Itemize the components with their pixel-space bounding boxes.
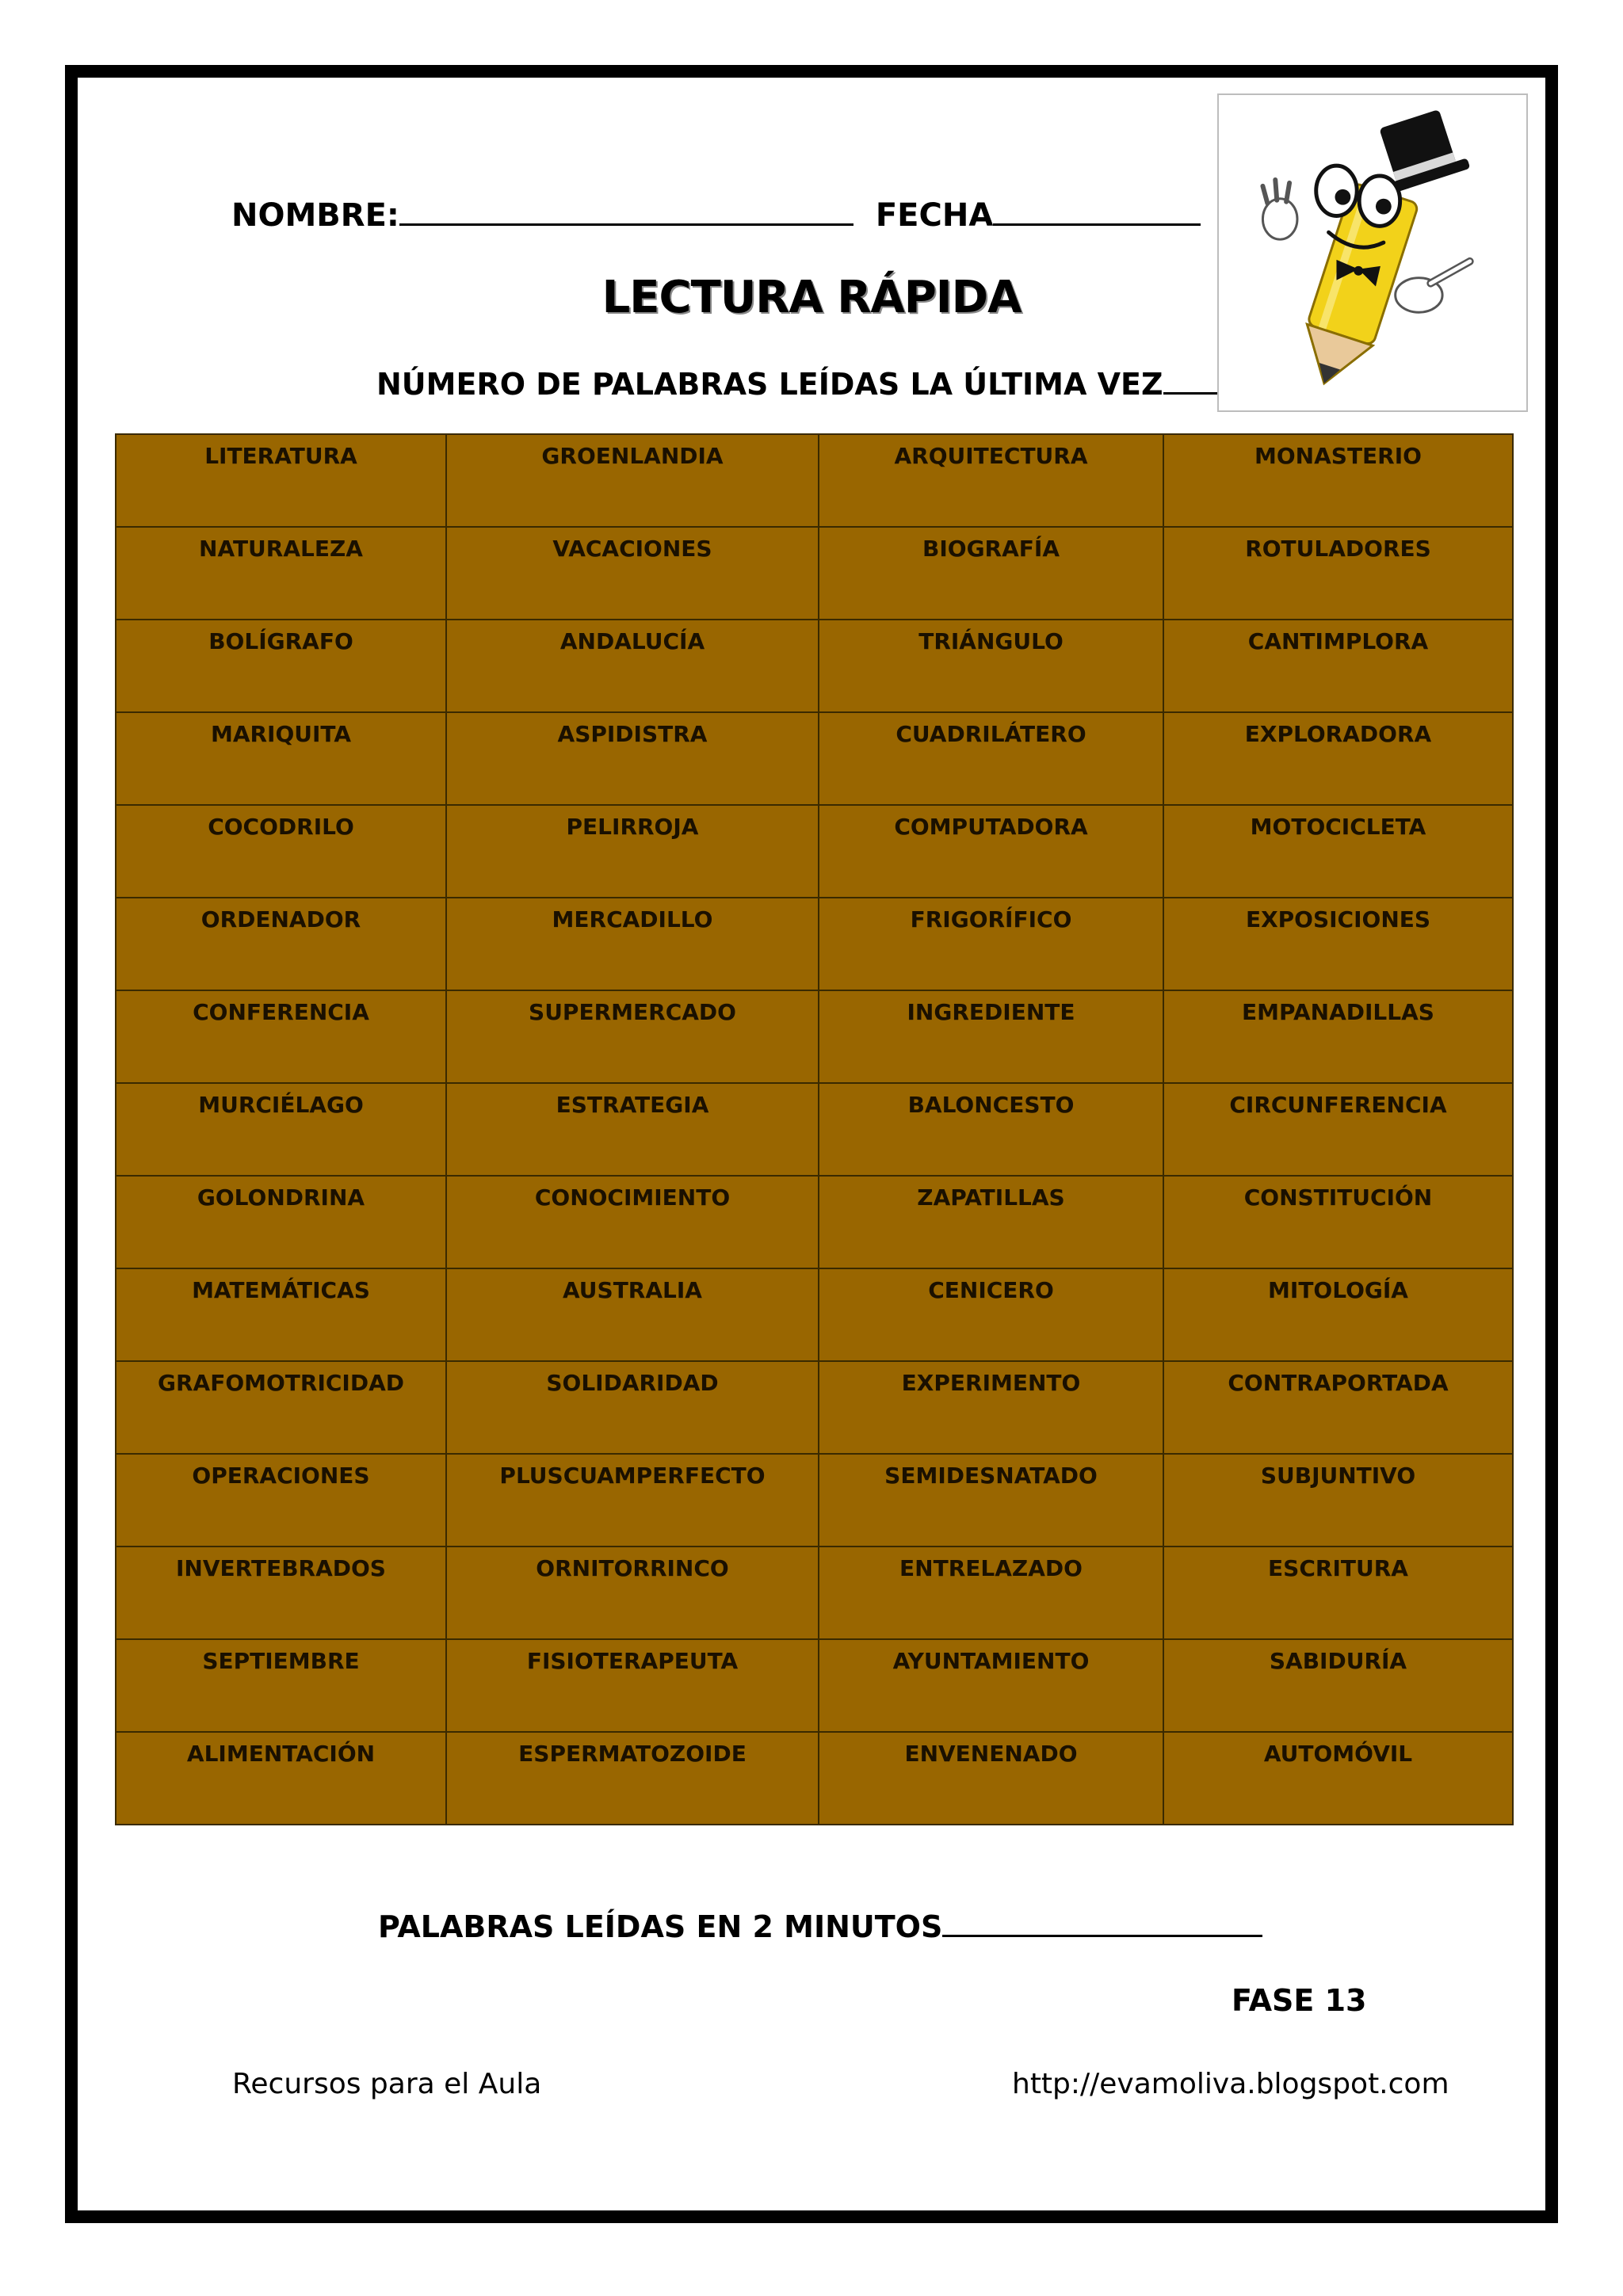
read-count-label: PALABRAS LEÍDAS EN 2 MINUTOS	[378, 1909, 943, 1944]
word-cell: CONSTITUCIÓN	[1163, 1176, 1513, 1268]
fecha-blank[interactable]	[993, 219, 1201, 226]
word-cell: ENTRELAZADO	[819, 1547, 1163, 1639]
table-row	[116, 805, 1513, 898]
word-cell: GOLONDRINA	[116, 1176, 446, 1268]
word-cell: ALIMENTACIÓN	[116, 1732, 446, 1825]
word-cell: NATURALEZA	[116, 527, 446, 620]
word-cell: CANTIMPLORA	[1163, 620, 1513, 712]
word-cell: ESCRITURA	[1163, 1547, 1513, 1639]
read-count-blank[interactable]	[942, 1930, 1262, 1937]
word-cell: VACACIONES	[446, 527, 819, 620]
word-cell: COMPUTADORA	[819, 805, 1163, 898]
word-cell: ZAPATILLAS	[819, 1176, 1163, 1268]
word-cell: INVERTEBRADOS	[116, 1547, 446, 1639]
word-cell: CIRCUNFERENCIA	[1163, 1083, 1513, 1176]
word-cell: CUADRILÁTERO	[819, 712, 1163, 805]
word-cell: ARQUITECTURA	[819, 434, 1163, 527]
word-cell: INGREDIENTE	[819, 990, 1163, 1083]
table-row	[116, 1547, 1513, 1639]
word-cell: ANDALUCÍA	[446, 620, 819, 712]
word-cell: ESPERMATOZOIDE	[446, 1732, 819, 1825]
word-cell: FRIGORÍFICO	[819, 898, 1163, 990]
word-cell: TRIÁNGULO	[819, 620, 1163, 712]
word-cell: EXPERIMENTO	[819, 1361, 1163, 1454]
table-row	[116, 434, 1513, 527]
word-cell: SUPERMERCADO	[446, 990, 819, 1083]
word-cell: CONFERENCIA	[116, 990, 446, 1083]
word-cell: OPERACIONES	[116, 1454, 446, 1547]
read-count-field	[378, 1909, 1262, 1944]
word-cell: PELIRROJA	[446, 805, 819, 898]
word-cell: COCODRILO	[116, 805, 446, 898]
word-cell: LITERATURA	[116, 434, 446, 527]
page-title: LECTURA RÁPIDA	[601, 272, 1022, 323]
table-row	[116, 1176, 1513, 1268]
word-cell: MARIQUITA	[116, 712, 446, 805]
word-cell: SUBJUNTIVO	[1163, 1454, 1513, 1547]
word-cell: FISIOTERAPEUTA	[446, 1639, 819, 1732]
word-cell: MITOLOGÍA	[1163, 1268, 1513, 1361]
word-cell: SEMIDESNATADO	[819, 1454, 1163, 1547]
word-cell: ORDENADOR	[116, 898, 446, 990]
nombre-label: NOMBRE:	[231, 197, 399, 234]
phase-label: FASE 13	[1232, 1983, 1367, 2018]
table-row	[116, 527, 1513, 620]
footer-left: Recursos para el Aula	[232, 2068, 542, 2100]
word-cell: BIOGRAFÍA	[819, 527, 1163, 620]
word-cell: BALONCESTO	[819, 1083, 1163, 1176]
word-cell: AUTOMÓVIL	[1163, 1732, 1513, 1825]
nombre-field	[231, 197, 1201, 234]
table-row	[116, 620, 1513, 712]
word-cell: MONASTERIO	[1163, 434, 1513, 527]
word-cell: GROENLANDIA	[446, 434, 819, 527]
word-cell: CONTRAPORTADA	[1163, 1361, 1513, 1454]
word-cell: BOLÍGRAFO	[116, 620, 446, 712]
word-table	[115, 433, 1514, 1825]
word-cell: EXPLORADORA	[1163, 712, 1513, 805]
fecha-label: FECHA	[875, 197, 994, 234]
word-cell: EMPANADILLAS	[1163, 990, 1513, 1083]
word-cell: ENVENENADO	[819, 1732, 1163, 1825]
word-cell: CENICERO	[819, 1268, 1163, 1361]
word-cell: ASPIDISTRA	[446, 712, 819, 805]
word-cell: MOTOCICLETA	[1163, 805, 1513, 898]
word-cell: EXPOSICIONES	[1163, 898, 1513, 990]
last-time-label: NÚMERO DE PALABRAS LEÍDAS LA ÚLTIMA VEZ	[376, 367, 1163, 402]
word-cell: AUSTRALIA	[446, 1268, 819, 1361]
table-row	[116, 1268, 1513, 1361]
word-cell: MATEMÁTICAS	[116, 1268, 446, 1361]
word-cell: SOLIDARIDAD	[446, 1361, 819, 1454]
mascot-logo	[1217, 93, 1528, 412]
table-row	[116, 1083, 1513, 1176]
word-cell: MERCADILLO	[446, 898, 819, 990]
word-cell: PLUSCUAMPERFECTO	[446, 1454, 819, 1547]
pencil-mascot-icon	[1219, 95, 1526, 410]
table-row	[116, 1454, 1513, 1547]
word-cell: SEPTIEMBRE	[116, 1639, 446, 1732]
word-cell: AYUNTAMIENTO	[819, 1639, 1163, 1732]
table-row	[116, 898, 1513, 990]
word-cell: ROTULADORES	[1163, 527, 1513, 620]
nombre-blank[interactable]	[399, 219, 854, 226]
table-row	[116, 1732, 1513, 1825]
table-row	[116, 1361, 1513, 1454]
word-cell: ORNITORRINCO	[446, 1547, 819, 1639]
table-row	[116, 990, 1513, 1083]
table-row	[116, 712, 1513, 805]
footer-url[interactable]: http://evamoliva.blogspot.com	[1012, 2068, 1449, 2100]
last-time-field	[376, 367, 1354, 402]
word-cell: MURCIÉLAGO	[116, 1083, 446, 1176]
word-cell: CONOCIMIENTO	[446, 1176, 819, 1268]
word-cell: GRAFOMOTRICIDAD	[116, 1361, 446, 1454]
word-cell: ESTRATEGIA	[446, 1083, 819, 1176]
table-row	[116, 1639, 1513, 1732]
word-cell: SABIDURÍA	[1163, 1639, 1513, 1732]
